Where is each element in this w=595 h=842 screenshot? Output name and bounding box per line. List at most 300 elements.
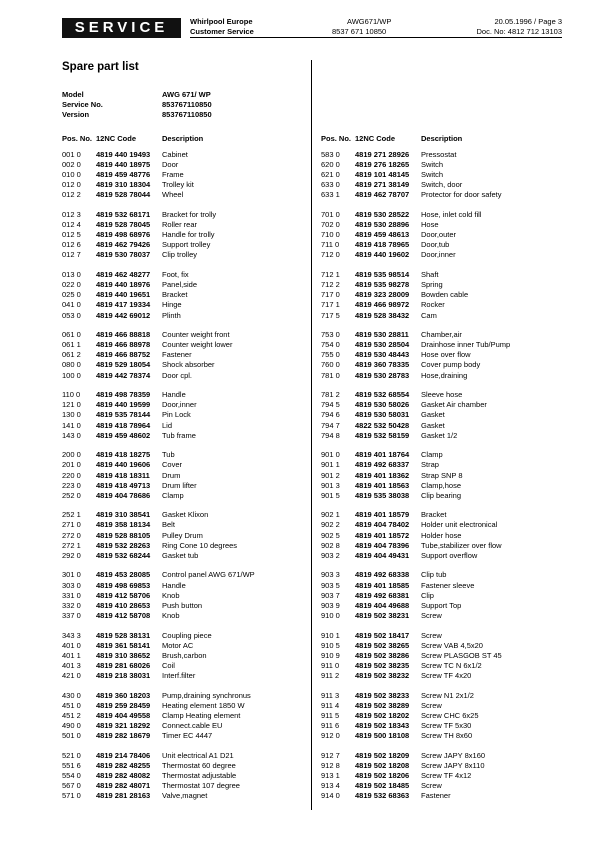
part-code: 4819 528 78045 bbox=[96, 220, 151, 230]
part-code: 4819 492 68337 bbox=[355, 460, 410, 470]
part-description: Strap SNP 8 bbox=[421, 470, 463, 480]
part-position: 223 0 bbox=[62, 480, 81, 490]
part-code: 4819 502 18202 bbox=[355, 710, 410, 720]
part-code: 4819 440 18975 bbox=[96, 160, 151, 170]
part-code: 4819 530 28811 bbox=[355, 330, 409, 340]
part-code: 4819 462 48277 bbox=[96, 270, 151, 280]
part-code: 4819 282 18679 bbox=[96, 730, 151, 740]
table-row bbox=[62, 611, 312, 621]
parts-column-left bbox=[62, 134, 312, 801]
part-description: Screw TF 4x20 bbox=[421, 670, 472, 680]
part-code: 4819 530 48443 bbox=[355, 350, 410, 360]
part-code: 4819 417 19334 bbox=[96, 300, 151, 310]
table-row bbox=[321, 570, 571, 580]
part-description: Pump,draining synchronus bbox=[162, 690, 251, 700]
part-description: Screw bbox=[421, 780, 442, 790]
part-position: 621 0 bbox=[321, 170, 340, 180]
header-date-page: 20.05.1996 / Page 3 bbox=[494, 17, 562, 26]
part-position: 717 1 bbox=[321, 300, 340, 310]
part-code: 4819 418 78965 bbox=[355, 240, 410, 250]
table-row bbox=[62, 510, 312, 520]
part-code: 4819 530 28783 bbox=[355, 370, 410, 380]
part-description: Ring Cone 10 degrees bbox=[162, 540, 238, 550]
table-row bbox=[321, 641, 571, 651]
table-row bbox=[62, 641, 312, 651]
part-code: 4819 440 18976 bbox=[96, 280, 151, 290]
part-code: 4819 532 68171 bbox=[96, 210, 151, 220]
meta-label: Model bbox=[62, 90, 84, 99]
part-code: 4819 462 78707 bbox=[355, 190, 410, 200]
part-position: 220 0 bbox=[62, 470, 81, 480]
part-position: 794 7 bbox=[321, 420, 340, 430]
part-description: Drum lifter bbox=[162, 480, 197, 490]
part-position: 911 2 bbox=[321, 670, 340, 680]
part-position: 710 0 bbox=[321, 230, 340, 240]
table-row bbox=[62, 520, 312, 530]
part-position: 121 0 bbox=[62, 400, 81, 410]
part-description: Sleeve hose bbox=[421, 390, 463, 400]
part-description: Bowden cable bbox=[421, 290, 469, 300]
part-position: 910 5 bbox=[321, 640, 340, 650]
part-position: 401 0 bbox=[62, 640, 81, 650]
group-spacer bbox=[62, 261, 312, 271]
part-description: Control panel AWG 671/WP bbox=[162, 570, 255, 580]
part-description: Drum bbox=[162, 470, 181, 480]
part-code: 4819 101 48145 bbox=[355, 170, 410, 180]
header-doc-number: Doc. No: 4812 712 13103 bbox=[476, 26, 562, 36]
part-description: Switch bbox=[421, 160, 444, 170]
part-description: Foot, fix bbox=[162, 270, 189, 280]
part-description: Screw TF 5x30 bbox=[421, 720, 472, 730]
part-code: 4819 498 78359 bbox=[96, 390, 151, 400]
part-description: Fastener sleeve bbox=[421, 580, 475, 590]
part-code: 4819 502 38289 bbox=[355, 700, 410, 710]
part-position: 903 3 bbox=[321, 570, 340, 580]
table-row bbox=[62, 581, 312, 591]
part-description: Screw VAB 4,5x20 bbox=[421, 640, 483, 650]
part-description: Screw bbox=[421, 700, 442, 710]
part-description: Cam bbox=[421, 310, 437, 320]
table-row bbox=[321, 311, 571, 321]
part-description: Knob bbox=[162, 610, 180, 620]
table-row bbox=[321, 711, 571, 721]
part-position: 303 0 bbox=[62, 580, 81, 590]
table-row bbox=[62, 180, 312, 190]
part-description: Screw bbox=[421, 610, 442, 620]
group-spacer bbox=[321, 261, 571, 271]
col-code-header: 12NC Code bbox=[96, 134, 137, 143]
part-description: Clip trolley bbox=[162, 250, 198, 260]
part-position: 794 8 bbox=[321, 430, 340, 440]
part-code: 4819 310 38541 bbox=[96, 510, 151, 520]
part-description: Door cpl. bbox=[162, 370, 193, 380]
part-description: Gasket Air chamber bbox=[421, 400, 487, 410]
part-code: 4819 410 28653 bbox=[96, 600, 151, 610]
table-row bbox=[321, 210, 571, 220]
part-code: 4819 466 88818 bbox=[96, 330, 151, 340]
part-position: 022 0 bbox=[62, 280, 81, 290]
part-description: Thermostat adjustable bbox=[162, 770, 237, 780]
table-row bbox=[321, 701, 571, 711]
part-description: Door,inner bbox=[421, 250, 456, 260]
part-code: 4819 453 28085 bbox=[96, 570, 151, 580]
table-row bbox=[321, 371, 571, 381]
part-description: Door,tub bbox=[421, 240, 450, 250]
part-position: 301 0 bbox=[62, 570, 81, 580]
part-position: 025 0 bbox=[62, 290, 81, 300]
part-position: 201 0 bbox=[62, 460, 81, 470]
table-row bbox=[321, 691, 571, 701]
part-code: 4819 418 78964 bbox=[96, 420, 151, 430]
part-position: 911 4 bbox=[321, 700, 340, 710]
part-description: Tub bbox=[162, 450, 175, 460]
table-row bbox=[321, 601, 571, 611]
part-code: 4819 502 38265 bbox=[355, 640, 410, 650]
part-position: 012 5 bbox=[62, 230, 81, 240]
part-position: 911 3 bbox=[321, 690, 340, 700]
meta-value: 853767110850 bbox=[162, 100, 212, 109]
part-description: Gasket tub bbox=[162, 550, 199, 560]
part-description: Hose bbox=[421, 220, 439, 230]
table-row bbox=[321, 460, 571, 470]
part-code: 4819 530 28504 bbox=[355, 340, 410, 350]
header-code: 8537 671 10850 bbox=[332, 26, 387, 36]
part-position: 421 0 bbox=[62, 670, 81, 680]
table-row bbox=[62, 721, 312, 731]
part-description: Bracket for trolly bbox=[162, 210, 217, 220]
table-row bbox=[62, 250, 312, 260]
table-row bbox=[321, 531, 571, 541]
part-position: 781 0 bbox=[321, 370, 340, 380]
table-row bbox=[62, 160, 312, 170]
part-description: Gasket Klixon bbox=[162, 510, 209, 520]
part-code: 4819 401 18572 bbox=[355, 530, 410, 540]
part-description: Strap bbox=[421, 460, 439, 470]
part-code: 4819 271 28926 bbox=[355, 150, 410, 159]
part-position: 760 0 bbox=[321, 360, 340, 370]
col-pos-header: Pos. No. bbox=[321, 134, 352, 143]
table-row bbox=[321, 280, 571, 290]
part-description: Cover bbox=[162, 460, 183, 470]
part-code: 4819 532 28263 bbox=[96, 540, 151, 550]
part-code: 4819 282 48082 bbox=[96, 770, 151, 780]
part-description: Screw N1 2x1/2 bbox=[421, 690, 474, 700]
part-description: Switch, door bbox=[421, 180, 463, 190]
group-spacer bbox=[321, 561, 571, 571]
part-description: Hose,draining bbox=[421, 370, 468, 380]
table-row bbox=[62, 371, 312, 381]
part-position: 902 8 bbox=[321, 540, 340, 550]
part-position: 430 0 bbox=[62, 690, 81, 700]
part-position: 911 5 bbox=[321, 710, 340, 720]
part-position: 914 0 bbox=[321, 791, 340, 800]
group-spacer bbox=[62, 321, 312, 331]
part-position: 002 0 bbox=[62, 160, 81, 170]
part-position: 521 0 bbox=[62, 750, 81, 760]
part-code: 4819 498 69853 bbox=[96, 580, 151, 590]
part-description: Screw PLASGOB ST 45 bbox=[421, 650, 502, 660]
table-row bbox=[321, 661, 571, 671]
part-position: 753 0 bbox=[321, 330, 340, 340]
group-spacer bbox=[321, 321, 571, 331]
table-row bbox=[321, 771, 571, 781]
col-pos-header: Pos. No. bbox=[62, 134, 93, 143]
part-description: Tub frame bbox=[162, 430, 196, 440]
part-position: 910 0 bbox=[321, 610, 340, 620]
table-row bbox=[321, 330, 571, 340]
part-code: 4819 321 18292 bbox=[96, 720, 151, 730]
part-code: 4819 502 38231 bbox=[355, 610, 410, 620]
table-row bbox=[62, 340, 312, 350]
part-description: Wheel bbox=[162, 190, 184, 200]
part-code: 4819 401 18579 bbox=[355, 510, 410, 520]
part-description: Clamp bbox=[421, 450, 443, 460]
header-doc-block bbox=[440, 17, 562, 36]
table-row bbox=[62, 481, 312, 491]
table-row bbox=[321, 520, 571, 530]
part-description: Motor AC bbox=[162, 640, 194, 650]
part-code: 4819 535 98514 bbox=[355, 270, 410, 280]
table-row bbox=[321, 751, 571, 761]
part-code: 4819 459 48602 bbox=[96, 430, 151, 440]
part-position: 061 1 bbox=[62, 340, 81, 350]
part-position: 061 2 bbox=[62, 350, 81, 360]
part-code: 4819 502 18343 bbox=[355, 720, 410, 730]
table-row bbox=[62, 761, 312, 771]
part-position: 100 0 bbox=[62, 370, 81, 380]
part-code: 4819 360 78335 bbox=[355, 360, 410, 370]
part-description: Support trolley bbox=[162, 240, 211, 250]
part-code: 4819 361 58141 bbox=[96, 640, 151, 650]
part-description: Lid bbox=[162, 420, 173, 430]
part-code: 4819 404 78402 bbox=[355, 520, 410, 530]
part-position: 910 1 bbox=[321, 630, 340, 640]
part-position: 551 6 bbox=[62, 760, 81, 770]
part-position: 901 0 bbox=[321, 450, 340, 460]
part-description: Coupling piece bbox=[162, 630, 212, 640]
part-code: 4819 502 38286 bbox=[355, 650, 410, 660]
part-description: Counter weight lower bbox=[162, 340, 233, 350]
part-code: 4819 281 28163 bbox=[96, 791, 151, 800]
part-code: 4819 442 78374 bbox=[96, 370, 151, 380]
table-row bbox=[62, 350, 312, 360]
table-row bbox=[321, 340, 571, 350]
part-position: 041 0 bbox=[62, 300, 81, 310]
header-department: Customer Service bbox=[190, 26, 254, 36]
part-description: Bracket bbox=[421, 510, 447, 520]
part-position: 012 7 bbox=[62, 250, 81, 260]
part-code: 4819 502 18208 bbox=[355, 760, 410, 770]
group-spacer bbox=[62, 621, 312, 631]
part-code: 4819 535 98278 bbox=[355, 280, 410, 290]
table-row bbox=[321, 510, 571, 520]
part-code: 4819 440 19651 bbox=[96, 290, 151, 300]
part-description: Protector for door safety bbox=[421, 190, 502, 200]
table-row bbox=[62, 491, 312, 501]
part-description: Tube,stabilizer over flow bbox=[421, 540, 502, 550]
part-position: 903 9 bbox=[321, 600, 340, 610]
table-row bbox=[62, 591, 312, 601]
part-position: 913 4 bbox=[321, 780, 340, 790]
col-code-header: 12NC Code bbox=[355, 134, 396, 143]
part-code: 4819 281 68026 bbox=[96, 660, 151, 670]
part-description: Screw CHC 6x25 bbox=[421, 710, 479, 720]
part-code: 4819 535 78144 bbox=[96, 410, 151, 420]
part-position: 013 0 bbox=[62, 270, 81, 280]
part-position: 001 0 bbox=[62, 150, 81, 159]
part-code: 4819 530 28896 bbox=[355, 220, 410, 230]
group-spacer bbox=[62, 441, 312, 451]
table-row bbox=[321, 360, 571, 370]
table-row bbox=[62, 631, 312, 641]
part-code: 4819 459 48776 bbox=[96, 170, 151, 180]
part-position: 712 0 bbox=[321, 250, 340, 260]
part-code: 4819 418 18275 bbox=[96, 450, 151, 460]
part-description: Handle for trolly bbox=[162, 230, 215, 240]
part-code: 4819 466 88752 bbox=[96, 350, 151, 360]
part-position: 567 0 bbox=[62, 780, 81, 790]
table-row bbox=[321, 290, 571, 300]
part-code: 4819 502 18417 bbox=[355, 630, 410, 640]
part-code: 4819 282 48071 bbox=[96, 780, 151, 790]
part-description: Pin Lock bbox=[162, 410, 191, 420]
table-row bbox=[321, 591, 571, 601]
part-position: 332 0 bbox=[62, 600, 81, 610]
header-company-block bbox=[190, 17, 254, 36]
part-position: 053 0 bbox=[62, 310, 81, 320]
table-row bbox=[321, 350, 571, 360]
table-row bbox=[321, 581, 571, 591]
part-description: Chamber,air bbox=[421, 330, 462, 340]
part-code: 4819 418 49713 bbox=[96, 480, 151, 490]
part-code: 4819 502 18206 bbox=[355, 770, 410, 780]
part-description: Clamp Heating element bbox=[162, 710, 241, 720]
part-code: 4819 310 38652 bbox=[96, 650, 151, 660]
part-position: 337 0 bbox=[62, 610, 81, 620]
table-header bbox=[62, 134, 312, 150]
part-description: Hose, inlet cold fill bbox=[421, 210, 482, 220]
part-position: 901 5 bbox=[321, 490, 340, 500]
part-position: 501 0 bbox=[62, 730, 81, 740]
part-position: 401 1 bbox=[62, 650, 81, 660]
part-code: 4819 404 49558 bbox=[96, 710, 151, 720]
part-description: Fastener bbox=[162, 350, 192, 360]
part-position: 012 2 bbox=[62, 190, 81, 200]
part-code: 4819 528 78044 bbox=[96, 190, 151, 200]
part-code: 4819 401 18585 bbox=[355, 580, 410, 590]
table-row bbox=[321, 410, 571, 420]
group-spacer bbox=[62, 200, 312, 210]
part-position: 272 0 bbox=[62, 530, 81, 540]
part-description: Cover pump body bbox=[421, 360, 481, 370]
table-row bbox=[62, 390, 312, 400]
part-position: 712 1 bbox=[321, 270, 340, 280]
part-code: 4819 535 38038 bbox=[355, 490, 410, 500]
part-position: 343 3 bbox=[62, 630, 81, 640]
part-code: 4819 532 68554 bbox=[355, 390, 410, 400]
part-description: Clip bearing bbox=[421, 490, 462, 500]
group-spacer bbox=[62, 741, 312, 751]
table-row bbox=[62, 400, 312, 410]
part-description: Door,outer bbox=[421, 230, 457, 240]
group-spacer bbox=[62, 381, 312, 391]
part-code: 4819 459 48613 bbox=[355, 230, 410, 240]
part-position: 583 0 bbox=[321, 150, 340, 159]
part-code: 4819 502 18209 bbox=[355, 750, 410, 760]
part-position: 912 0 bbox=[321, 730, 340, 740]
service-badge: SERVICE bbox=[62, 18, 181, 38]
part-position: 012 3 bbox=[62, 210, 81, 220]
part-description: Screw JAPY 8x110 bbox=[421, 760, 485, 770]
part-description: Timer EC 4447 bbox=[162, 730, 213, 740]
part-description: Shock absorber bbox=[162, 360, 215, 370]
part-code: 4819 404 49431 bbox=[355, 550, 410, 560]
table-row bbox=[321, 180, 571, 190]
table-row bbox=[321, 421, 571, 431]
part-position: 754 0 bbox=[321, 340, 340, 350]
table-row bbox=[62, 190, 312, 200]
table-row bbox=[321, 400, 571, 410]
table-row bbox=[321, 671, 571, 681]
part-code: 4819 528 38131 bbox=[96, 630, 151, 640]
table-row bbox=[62, 450, 312, 460]
part-code: 4819 532 58159 bbox=[355, 430, 410, 440]
table-row bbox=[321, 731, 571, 741]
part-description: Screw TC N 6x1/2 bbox=[421, 660, 482, 670]
part-description: Screw TF 4x12 bbox=[421, 770, 472, 780]
part-description: Plinth bbox=[162, 310, 181, 320]
part-code: 4819 532 68244 bbox=[96, 550, 151, 560]
part-position: 252 1 bbox=[62, 510, 81, 520]
part-position: 711 0 bbox=[321, 240, 340, 250]
part-code: 4819 404 49688 bbox=[355, 600, 410, 610]
part-description: Heating element 1850 W bbox=[162, 700, 245, 710]
table-row bbox=[62, 360, 312, 370]
part-code: 4819 214 78406 bbox=[96, 750, 151, 760]
part-position: 451 0 bbox=[62, 700, 81, 710]
part-position: 903 7 bbox=[321, 590, 340, 600]
part-code: 4819 404 78686 bbox=[96, 490, 151, 500]
part-position: 331 0 bbox=[62, 590, 81, 600]
group-spacer bbox=[321, 621, 571, 631]
table-row bbox=[321, 390, 571, 400]
table-row bbox=[62, 431, 312, 441]
table-row bbox=[62, 220, 312, 230]
table-row bbox=[62, 661, 312, 671]
model-info bbox=[62, 90, 212, 120]
part-position: 012 0 bbox=[62, 180, 81, 190]
part-code: 4819 532 68363 bbox=[355, 791, 410, 800]
part-description: Gasket 1/2 bbox=[421, 430, 458, 440]
part-position: 012 6 bbox=[62, 240, 81, 250]
part-description: Coil bbox=[162, 660, 175, 670]
part-code: 4819 360 18203 bbox=[96, 690, 151, 700]
part-description: Counter weight front bbox=[162, 330, 230, 340]
table-row bbox=[62, 290, 312, 300]
table-row bbox=[62, 601, 312, 611]
table-row bbox=[62, 240, 312, 250]
part-position: 141 0 bbox=[62, 420, 81, 430]
table-row bbox=[321, 270, 571, 280]
table-row bbox=[321, 721, 571, 731]
table-row bbox=[62, 671, 312, 681]
part-position: 080 0 bbox=[62, 360, 81, 370]
table-row bbox=[321, 300, 571, 310]
part-code: 4819 502 18485 bbox=[355, 780, 410, 790]
table-row bbox=[321, 230, 571, 240]
table-row bbox=[321, 611, 571, 621]
table-row bbox=[62, 531, 312, 541]
